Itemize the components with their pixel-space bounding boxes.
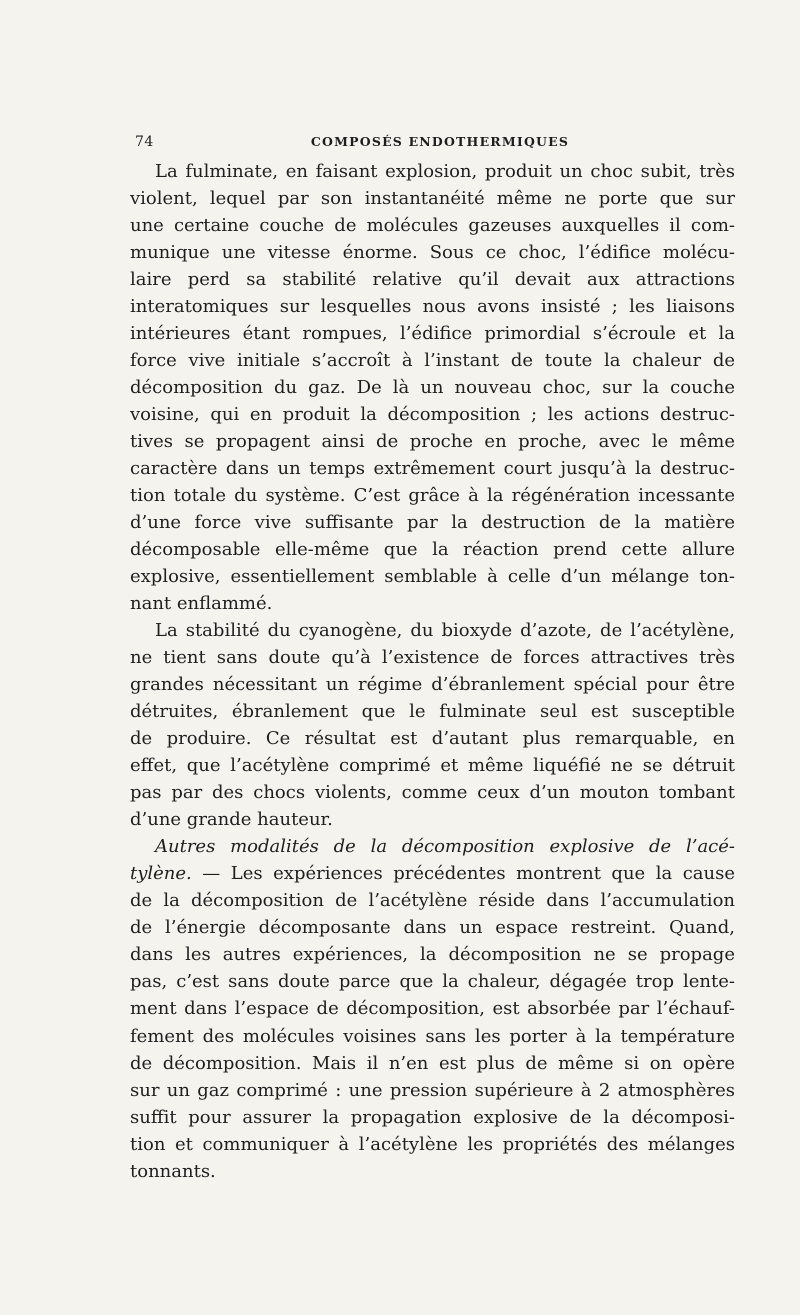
text-line: décomposable elle-même que la réaction prend cette allure	[130, 539, 735, 561]
text-line: pas, c’est sans doute parce que la chaleur, dégagée trop lente-	[130, 971, 735, 993]
text-line: interatomiques sur lesquelles nous avons insisté ; les liaisons	[130, 296, 735, 318]
page-header	[135, 134, 735, 154]
text-line: La stabilité du cyanogène, du bioxyde d’azote, de l’acétylène,	[155, 620, 735, 642]
text-line: tion et communiquer à l’acétylène les propriétés des mélanges	[130, 1133, 735, 1155]
text-segment: — Les expériences précédentes montrent que la cause	[191, 863, 735, 885]
text-line: d’une grande hauteur.	[130, 809, 333, 831]
text-line	[130, 860, 735, 887]
text-line: fement des molécules voisines sans les porter à la température	[130, 1025, 735, 1047]
text-line: de l’énergie décomposante dans un espace restreint. Quand,	[130, 917, 735, 939]
text-line: de la décomposition de l’acétylène réside dans l’accumulation	[130, 890, 735, 912]
text-line: munique une vitesse énorme. Sous ce choc, l’édifice molécu-	[130, 242, 735, 264]
text-line: tion totale du système. C’est grâce à la régénération incessante	[130, 485, 735, 507]
text-line: grandes nécessitant un régime d’ébranlement spécial pour être	[130, 674, 735, 696]
text-line: détruites, ébranlement que le fulminate seul est susceptible	[130, 701, 735, 723]
body-text	[130, 158, 735, 1185]
text-line: décomposition du gaz. De là un nouveau choc, sur la couche	[130, 377, 735, 399]
text-line: laire perd sa stabilité relative qu’il devait aux attractions	[130, 269, 735, 291]
text-line: de produire. Ce résultat est d’autant plus remarquable, en	[130, 728, 735, 750]
text-line: intérieures étant rompues, l’édifice primordial s’écroule et la	[130, 323, 735, 345]
text-line: suffit pour assurer la propagation explosive de la décomposi-	[130, 1106, 735, 1128]
text-line: caractère dans un temps extrêmement court jusqu’à la destruc-	[130, 458, 735, 480]
section-heading-end: tylène.	[130, 863, 192, 885]
text-line: dans les autres expériences, la décomposition ne se propage	[130, 944, 735, 966]
text-line: une certaine couche de molécules gazeuses auxquelles il com-	[130, 215, 735, 237]
text-line: sur un gaz comprimé : une pression supérieure à 2 atmosphères	[130, 1079, 735, 1101]
text-line: tonnants.	[130, 1160, 216, 1182]
text-line: tives se propagent ainsi de proche en proche, avec le même	[130, 431, 735, 453]
text-line: de décomposition. Mais il n’en est plus de même si on opère	[130, 1052, 735, 1074]
text-line: force vive initiale s’accroît à l’instant de toute la chaleur de	[130, 350, 735, 372]
page-number: 74	[135, 134, 154, 150]
text-line: La fulminate, en faisant explosion, produit un choc subit, très	[155, 161, 735, 182]
text-line: pas par des chocs violents, comme ceux d’un mouton tombant	[130, 782, 735, 804]
section-heading-line: Autres modalités de la décomposition explosive de l’acé-	[155, 836, 735, 858]
text-line: d’une force vive suffisante par la destruction de la matière	[130, 512, 735, 534]
text-line: explosive, essentiellement semblable à celle d’un mélange ton-	[130, 566, 735, 588]
text-line: ne tient sans doute qu’à l’existence de forces attractives très	[130, 647, 735, 669]
text-line: ment dans l’espace de décomposition, est absorbée par l’échauf-	[130, 998, 735, 1020]
text-line: effet, que l’acétylène comprimé et même liquéfié ne se détruit	[130, 755, 735, 777]
text-line: voisine, qui en produit la décomposition ; les actions destruc-	[130, 404, 735, 426]
running-title: COMPOSÉS ENDOTHERMIQUES	[310, 134, 570, 149]
text-line: violent, lequel par son instantanéité même ne porte que sur	[130, 188, 735, 210]
text-line: nant enflammé.	[130, 593, 273, 615]
